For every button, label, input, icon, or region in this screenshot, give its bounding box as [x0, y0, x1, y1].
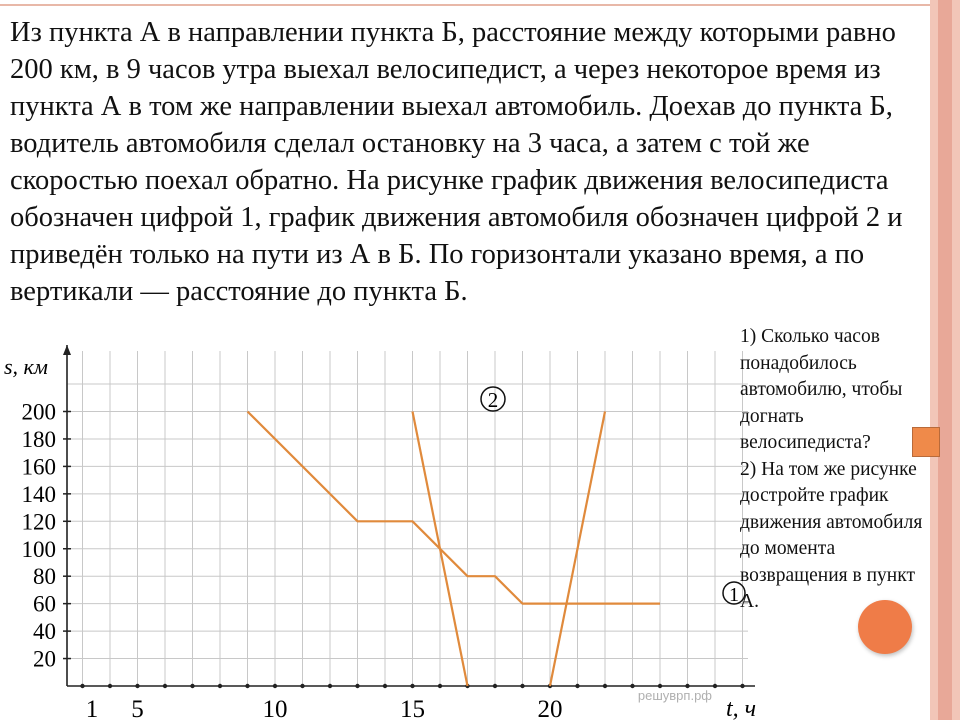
x-tick-label: 15	[400, 696, 425, 720]
x-tick-dot	[218, 684, 222, 688]
y-tick-label: 160	[21, 454, 56, 480]
square-action-button[interactable]	[912, 427, 940, 457]
x-tick-dot	[245, 684, 249, 688]
y-tick-label: 20	[33, 646, 56, 672]
marker-1-text: 1	[729, 584, 739, 606]
x-tick-dot	[383, 684, 387, 688]
questions-panel	[740, 324, 932, 616]
x-tick-label: 10	[262, 696, 288, 720]
x-tick-dot	[575, 684, 579, 688]
y-axis-arrow	[63, 345, 71, 355]
question-2: 2) На том же рисунке достройте график движения автомобиля до момента возвращения в пункт А.	[740, 458, 923, 612]
x-axis-label: t, ч	[726, 696, 757, 720]
y-tick-label: 100	[21, 536, 56, 562]
watermark: решуврп.рф	[637, 688, 712, 703]
decorative-top-line	[0, 4, 930, 6]
y-tick-label: 200	[21, 399, 56, 425]
x-tick-dot	[713, 684, 717, 688]
x-tick-dot	[273, 684, 277, 688]
problem-text: Из пункта А в направлении пункта Б, расстояние между которыми равно 200 км, в 9 часов утра выехал велосипедист, а через некоторое время из пункта А в том же направлении выехал автомобиль. Доехав до пункта Б, водитель автомобиля сделал остановку на 3 часа, а затем с той же скоростью поехал обратно. На рисунке график движения велосипедиста обозначен цифрой 1, график движения автомобиля обозначен цифрой 2 и приведён только на пути из А в Б. По горизонтали указано время, а по вертикали — расстояние до пункта Б.	[10, 17, 903, 307]
y-tick-label: 140	[21, 481, 56, 507]
x-tick-dot	[603, 684, 607, 688]
question-1: 1) Сколько часов понадобилось автомобилю, чтобы догнать велосипедиста?	[740, 326, 903, 453]
x-tick-dot	[355, 684, 359, 688]
x-tick-label: 20	[537, 696, 563, 720]
x-tick-label: 1	[85, 696, 99, 720]
y-tick-label: 80	[33, 564, 56, 590]
x-tick-dot	[438, 684, 442, 688]
y-tick-label: 40	[33, 619, 56, 645]
y-axis-label: s, км	[4, 354, 48, 379]
marker-2-text: 2	[487, 388, 499, 412]
x-tick-dot	[300, 684, 304, 688]
y-tick-label: 120	[21, 509, 56, 535]
x-tick-dot	[163, 684, 167, 688]
x-tick-dot	[190, 684, 194, 688]
x-tick-dot	[135, 684, 139, 688]
x-tick-dot	[630, 684, 634, 688]
x-tick-dot	[520, 684, 524, 688]
x-tick-label: 5	[131, 696, 144, 720]
y-tick-label: 180	[21, 426, 56, 452]
x-tick-dot	[493, 684, 497, 688]
x-tick-dot	[740, 684, 744, 688]
round-action-button[interactable]	[858, 600, 912, 654]
marker-2-label	[481, 387, 505, 412]
x-tick-dot	[108, 684, 112, 688]
y-tick-label: 60	[33, 591, 56, 617]
decorative-side-stripe-inner	[938, 0, 952, 720]
x-tick-dot	[80, 684, 84, 688]
x-tick-dot	[328, 684, 332, 688]
x-tick-dot	[410, 684, 414, 688]
